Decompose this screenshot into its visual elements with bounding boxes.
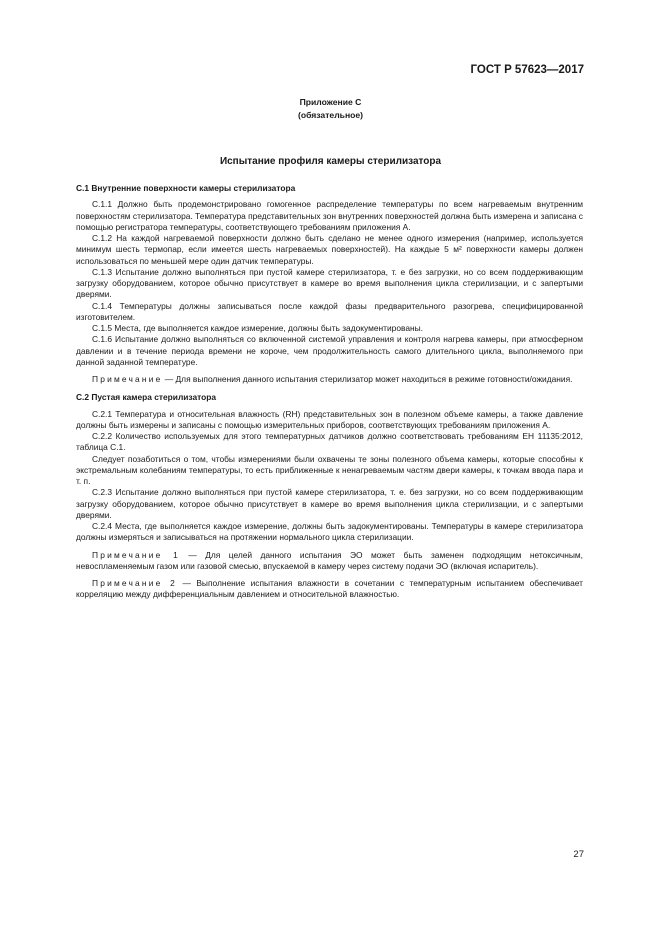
- note-label: Примечание 1: [92, 549, 180, 560]
- note-text: — Для выполнения данного испытания стерилизатор может находиться в режиме готовности/ожидания.: [162, 374, 573, 384]
- paragraph-c1-4: С.1.4 Температуры должны записываться после каждой фазы предварительного разогрева, специфицированной изготовителем.: [76, 300, 583, 322]
- note-text: — Для целей данного испытания ЭО может быть заменен подходящим нетоксичным, невоспламеняемым газом или газовой смесью, впускаемой в камеру через систему подачи ЭО (включая испаритель).: [76, 549, 583, 571]
- paragraph-c1-3: С.1.3 Испытание должно выполняться при пустой камере стерилизатора, т. е без загрузки, но со всем поддерживающим загрузку оборудованием, которое обычно присутствует в камере во время выполнения цикла стерилизации, и с запертыми дверями.: [76, 266, 583, 300]
- note-c2-1: [76, 550, 583, 573]
- paragraph-c1-5: С.1.5 Места, где выполняется каждое измерение, должны быть задокументированы.: [92, 323, 423, 333]
- note-text: — Выполнение испытания влажности в сочетании с температурным испытанием обеспечивает корреляцию между дифференциальным давлением и относительной влажностью.: [76, 578, 583, 600]
- paragraph-c2-2: С.2.2 Количество используемых для этого температурных датчиков должно соответствовать требованиям ЕН 11135:2012, таблица С.1.: [76, 431, 583, 453]
- document-id: ГОСТ Р 57623—2017: [470, 64, 584, 76]
- note-c1: [76, 374, 583, 385]
- note-c2-2: [76, 578, 583, 601]
- document-body: [76, 183, 583, 601]
- paragraph-c1-2: С.1.2 На каждой нагреваемой поверхности должно быть сделано не менее одного измерения (например, используется минимум шесть термопар, если имеется шесть нагреваемых поверхностей). На каждые 5 м² поверхности камеры должен использоваться по меньшей мере один датчик температуры.: [76, 233, 583, 266]
- section-heading-c2: С.2 Пустая камера стерилизатора: [76, 392, 217, 403]
- paragraph-c2-3: С.2.3 Испытание должно выполняться при пустой камере стерилизатора, т. е. без загрузки, но со всем поддерживающим загрузку оборудованием, которое обычно присутствует в камере во время выполнения цикла стерилизации, и с запертыми дверями.: [76, 487, 583, 520]
- section-title: Испытание профиля камеры стерилизатора: [219, 156, 442, 167]
- paragraph-c1-6: С.1.6 Испытание должно выполняться со включенной системой управления и контроля нагрева камеры, при атмосферном давлении и в течение периода времени не короче, чем продолжительность самого длительного цикла, выполняемого при данной заданной температуре.: [76, 334, 583, 367]
- appendix-title: Приложение С: [299, 97, 362, 107]
- section-heading-c1: С.1 Внутренние поверхности камеры стерилизатора: [76, 183, 296, 193]
- note-label: Примечание 2: [92, 578, 178, 588]
- paragraph-c2-4: С.2.4 Места, где выполняется каждое измерение, должны быть задокументированы. Температуры в камере стерилизатора должны измеряться и записываться на протяжении нормального цикла стерилизации.: [76, 521, 583, 543]
- appendix-status: (обязательное): [297, 110, 364, 120]
- note-label: Примечание: [92, 374, 163, 384]
- paragraph-c2-1: С.2.1 Температура и относительная влажность (RH) представительных зон в полезном объеме камеры, а также давление должны быть измерены и записаны с помощью измерительных приборов, соответствующих требованиям приложения А.: [76, 408, 583, 430]
- paragraph-c1-1: С.1.1 Должно быть продемонстрировано гомогенное распределение температуры по всем нагреваемым внутренним поверхностям стерилизатора. Температура представительных зон внутренних поверхностей должна быть измерена и записана с помощью регистратора температуры, соответствующего требованиям приложения А.: [76, 199, 583, 232]
- page-number: 27: [573, 849, 584, 860]
- paragraph-c2-2-cont: Следует позаботиться о том, чтобы измерениями были охвачены те зоны полезного объема камеры, которые способны к экстремальным колебаниям температуры, то есть приближенные к ненагреваемым частям двери камеры, к точкам ввода пара и т. п.: [76, 453, 583, 486]
